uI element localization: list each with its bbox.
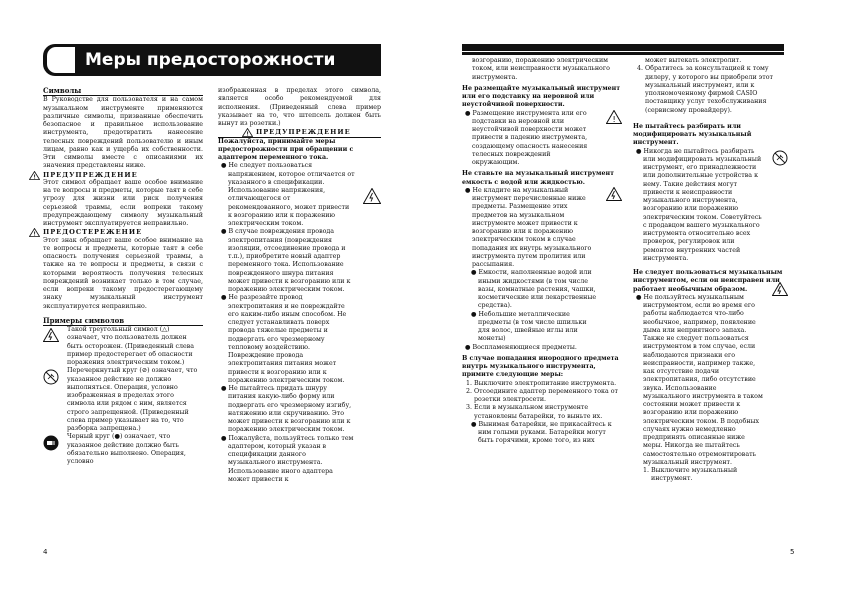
column-4 bbox=[633, 57, 788, 484]
svg-text:!: ! bbox=[246, 131, 250, 138]
step-1: 1. Выключите электропитание инструмента. bbox=[466, 379, 617, 387]
title-banner bbox=[43, 44, 381, 76]
adapter-bullet-5: ● Пожалуйста, пользуйтесь только тем адаптером, который указан в спецификации данного музыкального инструмента. Использование иного адаптера может привести к bbox=[221, 434, 354, 483]
svg-text:!: ! bbox=[33, 174, 37, 180]
adapter-bullet-2-text: В случае повреждения провода электропитания (повреждения изоляции, отсоединение провода и т.п.), приобретите новый адаптер переменного тока. Использование поврежденного шнура питания может привести к возгоранию или к поражению электрическим током. bbox=[228, 228, 351, 293]
warning-triangle-icon bbox=[29, 171, 40, 180]
caution-triangle-icon bbox=[606, 110, 622, 124]
liquid-bullet-4: ● Воспламеняющиеся предметы. bbox=[465, 343, 577, 351]
liquid-bullet-1-text: Не кладите на музыкальный инструмент перечисленные ниже предметы. Размещение этих предметов на музыкальном инструменте может привести к возгоранию или к поражению электрическим током в случае попадания их внутрь музыкального инструмента путем пролития или рассыпания. bbox=[472, 186, 592, 268]
surface-bullet-text: Размещение инструмента или его подставки на неровной или неустойчивой поверхности может привести в падению инструмента, создающему опасность нанесения телесных повреждений окружающим. bbox=[472, 109, 588, 166]
banner-tab bbox=[47, 47, 75, 73]
shock-triangle-icon bbox=[772, 282, 788, 296]
header-rule bbox=[462, 44, 784, 51]
liquid-bullet-3-text: Небольшие металлические предметы (в том числе шпильки для волос, швейные иглы или монеты) bbox=[478, 310, 587, 343]
malfunction-step-1: 1. Выключите музыкальный инструмент. bbox=[643, 467, 738, 483]
warning-triangle-icon bbox=[242, 128, 253, 137]
header-rule-thin bbox=[462, 52, 784, 55]
page-number-left: 4 bbox=[43, 548, 48, 556]
malfunction-heading: Не следует пользоваться музыкальным инструментом, если он неисправен или работает необычным образом. bbox=[633, 269, 783, 293]
malfunction-bullet-text: Не пользуйтесь музыкальным инструментом, если во время его работы наблюдается что-либо необычное, например, появление дыма или неприятного запаха. Также не следует пользоваться инструментом в том случае, если наблюдаются признаки его неисправности, например также, как отсутствие подачи электропитания, либо отсутствие звука. Использование музыкального инструмента в таком состоянии может привести к возгоранию или поражению электрическим током. В подобных случаях нужно немедленно предпринять описанные ниже меры. Никогда не пытайтесь самостоятельно отремонтировать музыкальный инструмент. bbox=[643, 293, 763, 466]
adapter-bullet-1: ● Не следует пользоваться напряжением, которое отличается от указанного в спецификации. Использование напряжения, отличающегося от рекомендованного, может привести к возгоранию или к поражению электрическим током. bbox=[221, 162, 355, 227]
warning-text: Этот символ обращает ваше особое внимание на те вопросы и предметы, которые таят в себе угрозу для жизни или риск получения серьезной травмы, если вопреки такому предупреждающему символу музыкальный инструмент эксплуатируется неправильно. bbox=[43, 178, 203, 227]
unplug-icon bbox=[43, 435, 59, 451]
adapter-bullet-4: ● Не пытайтесь придать шнуру питания какую-либо форму или подвергать его чрезмерному изгибу, натяжению или скручиванию. Это может привести к возгоранию или к поражению электрическим током. bbox=[221, 385, 352, 434]
liquid-bullet-2: ● Емкости, наполненные водой или иными жидкостями (в том числе вазы, комнатные растения, чашки, косметические или лекарственные средства). bbox=[471, 269, 597, 310]
step-3: 3. Если в музыкальном инструменте установлены батарейки, то выньте их. bbox=[466, 404, 603, 420]
symbols-heading: Символы bbox=[43, 86, 82, 95]
adapter-bullet-3-text: Не разрезайте провод электропитания и не повреждайте его каким-либо иным способом. Не следует устанавливать поверх провода тяжелые предметы и подвергать его чрезмерному тепловому воздействию. Повреждение провода электропитания питания может привести к возгоранию или к поражению электрическим током. bbox=[228, 294, 347, 384]
caution-title: ПРЕДОСТЕРЕЖЕНИЕ bbox=[43, 228, 143, 237]
step-3-bullet: ● Вынимая батарейки, не прикасайтесь к ним голыми руками. Батарейки могут быть горячими, кроме того, из них bbox=[471, 420, 612, 445]
liquid-heading: Не ставьте на музыкальный инструмент емкость с водой или жидкостью. bbox=[462, 170, 614, 186]
example-mandatory bbox=[43, 433, 203, 466]
adapter-heading: Пожалуйста, принимайте меры предосторожности при обращении с адаптером переменного тока. bbox=[218, 137, 354, 161]
example-prohibited-text: Перечеркнутый круг (⊘) означает, что указанное действие не должно выполняться. Операция, условно изображенная в пределах этого символа или рядом с ним, является строго запрещенной. (Приведенный слева пример указывает на то, что разборка запрещена.) bbox=[67, 367, 198, 432]
warning-heading-2 bbox=[246, 128, 381, 138]
no-disassembly-icon bbox=[772, 150, 788, 166]
adapter-bullet-5-text: Пожалуйста, пользуйтесь только тем адаптером, который указан в спецификации данного музыкального инструмента. Использование иного адаптера может привести к bbox=[228, 434, 354, 483]
malfunction-bullet: ● Не пользуйтесь музыкальным инструментом, если во время его работы наблюдается что-либо необычное, например, появление дыма или неприятного запаха. Также не следует пользоваться инструментом в том случае, если наблюдаются признаки его неисправности, например также, как отсутствие подачи электропитания, либо отсутствие звука. Использование музыкального инструмента в таком состоянии может привести к возгоранию или поражению электрическим током. В подобных случаях нужно немедленно предпринять описанные ниже меры. Никогда не пытайтесь самостоятельно отремонтировать музыкальный инструмент. bbox=[636, 293, 763, 466]
column-2 bbox=[218, 87, 381, 484]
col3-continued-text: возгоранию, поражению электрическим током, или неисправности музыкального инструмента. bbox=[472, 57, 610, 81]
adapter-bullet-4-text: Не пытайтесь придать шнуру питания какую-либо форму или подвергать его чрезмерному изгибу, натяжению или скручиванию. Это может привести к возгоранию или к поражению электрическим током. bbox=[228, 385, 352, 434]
example-mandatory-text: Черный круг (●) означает, что указанное действие должно быть обязательно выполнено. Операция, условно bbox=[67, 433, 186, 465]
disassemble-bullet: ● Никогда не пытайтесь разбирать или модифицировать музыкальный инструмент, его принадлежности или дополнительные устройства к нему. Такие действия могут привести к неисправности музыкального инструмента, возгоранию или поражению электрическим током. Советуйтесь с продавцом вашего музыкального инструмента относительно всех проверок, регулировок или ремонтов внутренних частей инструмента. bbox=[636, 147, 762, 262]
warning-title: ПРЕДУПРЕЖДЕНИЕ bbox=[43, 170, 138, 179]
shock-triangle-icon bbox=[43, 328, 59, 342]
disassemble-bullet-text: Никогда не пытайтесь разбирать или модифицировать музыкальный инструмент, его принадлежности или дополнительные устройства к нему. Такие действия могут привести к неисправности музыкального инструмента, возгоранию или поражению электрическим током. Советуйтесь с продавцом вашего музыкального инструмента относительно всех проверок, регулировок или ремонтов внутренних частей инструмента. bbox=[643, 147, 762, 262]
adapter-bullet-3: ● Не разрезайте провод электропитания и не повреждайте его каким-либо иным способом. Не следует устанавливать поверх провода тяжелые предметы и подвергать его чрезмерному тепловому воздействию. Повреждение провода электропитания питания может привести к возгоранию или к поражению электрическим током. bbox=[221, 294, 347, 384]
example-prohibited bbox=[43, 367, 203, 433]
svg-text:!: ! bbox=[33, 231, 37, 238]
column-3 bbox=[462, 57, 622, 446]
page-title: Меры предосторожности bbox=[85, 50, 336, 70]
surface-bullet: ● Размещение инструмента или его подставки на неровной или неустойчивой поверхности может привести в падению инструмента, создающему опасность нанесения телесных повреждений окружающим. bbox=[465, 109, 588, 166]
warning-title-2: ПРЕДУПРЕЖДЕНИЕ bbox=[256, 128, 351, 137]
shock-triangle-icon bbox=[363, 188, 381, 204]
example-triangle-text: Такой треугольный символ (△) означает, что пользователь должен быть осторожен. (Приведенный слева пример предостерегает об опасности поражения электрическим током.) bbox=[67, 326, 195, 366]
liquid-bullet-3: ● Небольшие металлические предметы (в том числе шпильки для волос, швейные иглы или монеты) bbox=[471, 310, 587, 343]
caution-heading bbox=[33, 228, 203, 238]
column-1 bbox=[33, 86, 203, 466]
symbols-text: В Руководстве для пользователя и на самом музыкальном инструменте применяются различные символы, призванные обеспечить безопасное и правильное использование инструмента, предотвратить нанесение телесных повреждений пользователю и иным лицам, равно как и ущерба их собственности. Эти символы вместе с описаниями их значения представлены ниже. bbox=[43, 96, 203, 170]
adapter-bullet-2: ● В случае повреждения провода электропитания (повреждения изоляции, отсоединение провода и т.п.), приобретите новый адаптер переменного тока. Использование поврежденного шнура питания может привести к возгоранию или к поражению электрическим током. bbox=[221, 228, 351, 293]
col4-continued-text: может вытекать электролит. bbox=[645, 57, 742, 64]
warning-heading bbox=[33, 170, 203, 180]
svg-text:!: ! bbox=[612, 114, 616, 124]
shock-triangle-icon bbox=[606, 187, 622, 201]
liquid-bullet-1: ● Не кладите на музыкальный инструмент перечисленные ниже предметы. Размещение этих предметов на музыкальном инструменте может привести к возгоранию или к поражению электрическим током в случае попадания их внутрь музыкального инструмента путем пролития или рассыпания. bbox=[465, 186, 592, 268]
disassemble-heading: Не пытайтесь разбирать или модифицировать музыкальный инструмент. bbox=[633, 122, 752, 147]
adapter-bullet-1-text: Не следует пользоваться напряжением, которое отличается от указанного в спецификации. Использование напряжения, отличающегося от рекомендованного, может привести к возгоранию или к поражению электрическим током. bbox=[228, 162, 355, 227]
examples-heading: Примеры символов bbox=[43, 315, 125, 325]
surface-heading: Не размещайте музыкальный инструмент или его подставку на неровной или неустойчивой поверхности. bbox=[462, 84, 621, 109]
foreign-object-heading: В случае попадания инородного предмета внутрь музыкального инструмента, примите следующие меры: bbox=[462, 354, 619, 379]
caution-text: Этот знак обращает ваше особое внимание на те вопросы и предметы, которые таят в себе опасность получения серьезной травмы, а также на те вопросы и предметы, в связи с которыми вероятность получения телесных повреждений возникает только в том случае, если вопреки такому предостерегающему знаку музыкальный инструмент эксплуатируется неправильно. bbox=[43, 236, 203, 310]
no-disassembly-icon bbox=[43, 369, 59, 385]
example-triangle bbox=[43, 326, 203, 367]
caution-triangle-icon bbox=[29, 228, 40, 237]
step-4: 4. Обратитесь за консультацией к тому дилеру, у которого вы приобрели этот музыкальный инструмент, или к уполномоченному фирмой CASIO поставщику услуг техобслуживания (сервисному провайдеру). bbox=[637, 65, 773, 114]
page-number-right: 5 bbox=[790, 548, 795, 556]
liquid-bullet-4-text: Воспламеняющиеся предметы. bbox=[472, 343, 577, 351]
step-2: 2. Отсоедините адаптер переменного тока от розетки электросети. bbox=[466, 387, 619, 403]
col2-continued-text: изображенная в пределах этого символа, является особо рекомендуемой для исполнения. (Приведенный слева пример указывает на то, что штепсель должен быть вынут из розетки.) bbox=[218, 87, 381, 127]
liquid-bullet-2-text: Емкости, наполненные водой или иными жидкостями (в том числе вазы, комнатные растения, чашки, косметические или лекарственные средства). bbox=[478, 269, 597, 310]
step-3-bullet-text: Вынимая батарейки, не прикасайтесь к ним голыми руками. Батарейки могут быть горячими, кроме того, из них bbox=[478, 420, 612, 445]
